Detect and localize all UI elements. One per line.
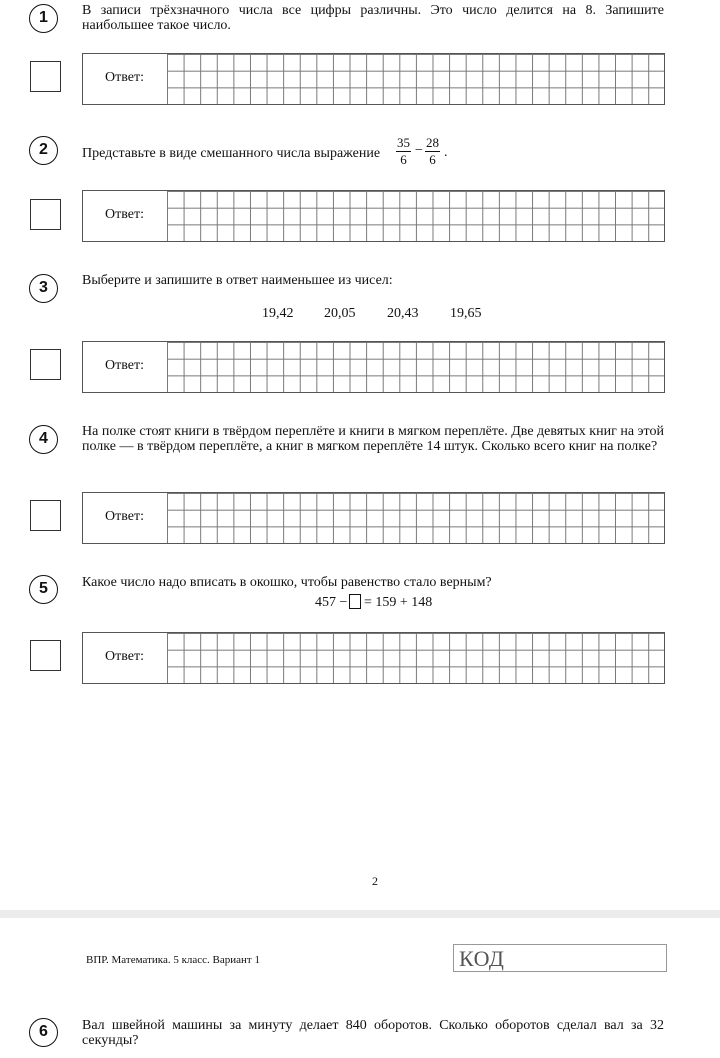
question-text: На полке стоят книги в твёрдом переплёте и книги в мягком переплёте. Две девятых книг на этой полке — в твёрдом переплёте, а книг в мягком переплёте 14 штук. Сколько всего книг на полке? (82, 424, 664, 454)
question-text: В записи трёхзначного числа все цифры различны. Это число делится на 8. Запишите наибольшее такое число. (82, 3, 664, 33)
fraction-numerator: 28 (426, 135, 439, 150)
question-number: 1 (29, 4, 58, 33)
question-text: Какое число надо вписать в окошко, чтобы равенство стало верным? (82, 575, 492, 590)
option-value: 19,42 (262, 306, 294, 321)
header-title: ВПР. Математика. 5 класс. Вариант 1 (86, 954, 260, 966)
fraction-b (425, 135, 440, 168)
worksheet-page-2 (0, 918, 720, 1058)
question-text: Выберите и запишите в ответ наименьшее из чисел: (82, 273, 393, 288)
answer-box (82, 492, 665, 544)
score-checkbox[interactable] (30, 640, 61, 671)
code-field[interactable] (453, 944, 667, 972)
fraction-numerator: 35 (397, 135, 410, 150)
answer-label: Ответ: (105, 509, 144, 524)
option-value: 19,65 (450, 306, 482, 321)
answer-label: Ответ: (105, 358, 144, 373)
question-number: 6 (29, 1018, 58, 1047)
question-text: Представьте в виде смешанного числа выражение (82, 146, 381, 161)
fraction-denominator: 6 (400, 152, 407, 167)
score-checkbox[interactable] (30, 349, 61, 380)
answer-grid[interactable] (167, 633, 664, 683)
answer-label: Ответ: (105, 649, 144, 664)
answer-grid[interactable] (167, 342, 664, 392)
option-value: 20,43 (387, 306, 419, 321)
fraction-denominator: 6 (429, 152, 436, 167)
score-checkbox[interactable] (30, 500, 61, 531)
answer-box (82, 190, 665, 242)
page-separator (0, 910, 720, 918)
period: . (444, 145, 448, 160)
blank-box (349, 594, 361, 609)
answer-grid[interactable] (167, 493, 664, 543)
question-number: 4 (29, 425, 58, 454)
equation-right: = 159 + 148 (364, 595, 433, 610)
score-checkbox[interactable] (30, 199, 61, 230)
equation-left: 457 − (315, 595, 348, 610)
code-label: КОД (459, 946, 505, 971)
option-value: 20,05 (324, 306, 356, 321)
answer-grid[interactable] (167, 54, 664, 104)
page-number: 2 (372, 874, 378, 888)
answer-box (82, 341, 665, 393)
question-number: 5 (29, 575, 58, 604)
answer-box (82, 632, 665, 684)
answer-grid[interactable] (167, 191, 664, 241)
score-checkbox[interactable] (30, 61, 61, 92)
question-number: 3 (29, 274, 58, 303)
question-number: 2 (29, 136, 58, 165)
answer-label: Ответ: (105, 70, 144, 85)
answer-label: Ответ: (105, 207, 144, 222)
answer-box (82, 53, 665, 105)
minus-sign: − (415, 143, 423, 158)
question-text: Вал швейной машины за минуту делает 840 оборотов. Сколько оборотов сделал вал за 32 секунды? (82, 1018, 664, 1048)
fraction-a (396, 135, 411, 168)
